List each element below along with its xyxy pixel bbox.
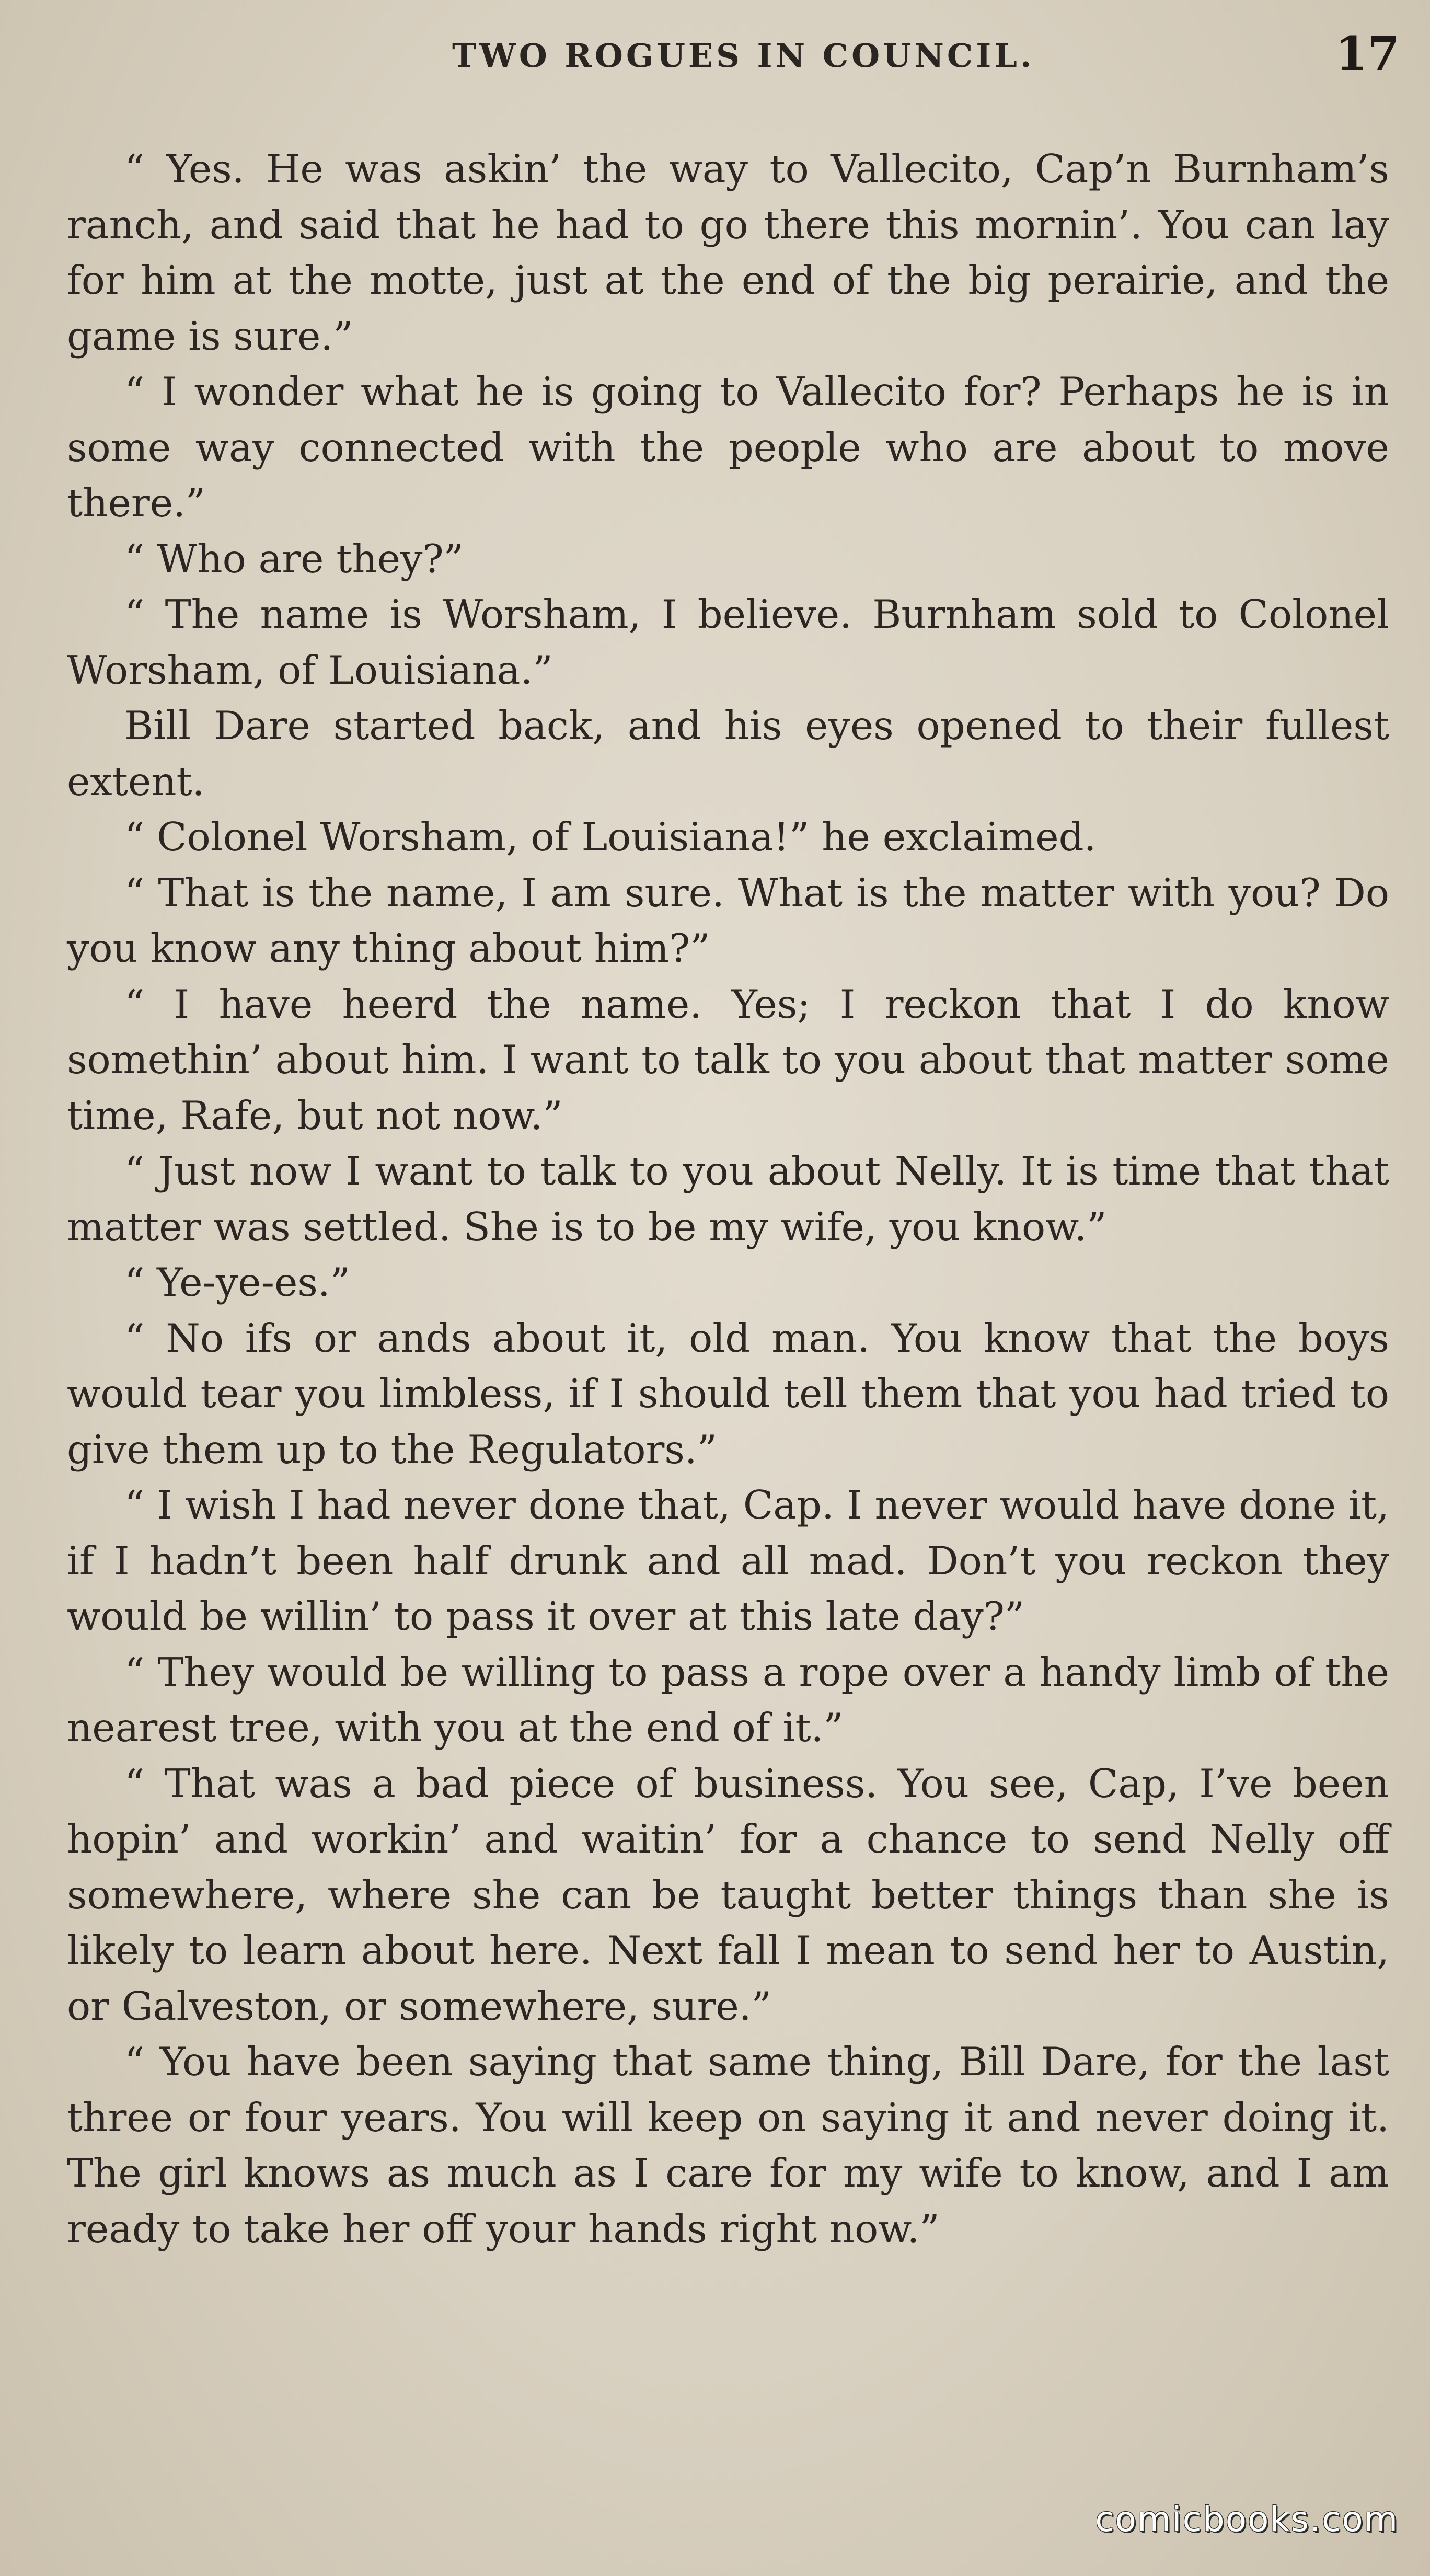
paragraph: “ I wonder what he is going to Vallecito for? Perhaps he is in some way connected with the people who are about to move there.” <box>67 369 1389 526</box>
paragraph: “ Yes. He was askin’ the way to Vallecito, Cap’n Burnham’s ranch, and said that he had to go there this mornin’. You can lay for him at the motte, just at the end of the big perairie, and the game is sure.” <box>67 146 1389 359</box>
page-number: 17 <box>1335 26 1400 80</box>
paragraph: “ I have heerd the name. Yes; I reckon that I do know somethin’ about him. I want to talk to you about that matter some time, Rafe, but not now.” <box>67 981 1389 1138</box>
body-text <box>67 141 1389 2257</box>
paragraph: “ No ifs or ands about it, old man. You know that the boys would tear you limbless, if I should tell them that you had tried to give them up to the Regulators.” <box>67 1315 1389 1473</box>
paragraph: “ I wish I had never done that, Cap. I never would have done it, if I hadn’t been half drunk and all mad. Don’t you reckon they would be willin’ to pass it over at this late day?” <box>67 1482 1389 1639</box>
paragraph: “ That was a bad piece of business. You see, Cap, I’ve been hopin’ and workin’ and waitin’ for a chance to send Nelly off somewhere, where she can be taught better things than she is likely to learn about here. Next fall I mean to send her to Austin, or Galveston, or somewhere, sure.” <box>67 1760 1389 2029</box>
paragraph: “ You have been saying that same thing, Bill Dare, for the last three or four years. You will keep on saying it and never doing it. The girl knows as much as I care for my wife to know, and I am ready to take her off your hands right now.” <box>67 2039 1389 2252</box>
paragraph: “ Ye-ye-es.” <box>124 1259 351 1305</box>
paragraph: “ Just now I want to talk to you about Nelly. It is time that that matter was settled. She is to be my wife, you know.” <box>67 1148 1389 1250</box>
paragraph: “ Colonel Worsham, of Louisiana!” he exclaimed. <box>124 814 1097 860</box>
paragraph: “ That is the name, I am sure. What is the matter with you? Do you know any thing about him?” <box>67 869 1389 971</box>
paragraph: “ The name is Worsham, I believe. Burnham sold to Colonel Worsham, of Louisiana.” <box>67 591 1389 693</box>
paragraph: “ They would be willing to pass a rope over a handy limb of the nearest tree, with you at the end of it.” <box>67 1649 1389 1751</box>
running-head: TWO ROGUES IN COUNCIL. <box>452 37 1035 75</box>
paragraph: “ Who are they?” <box>124 535 464 582</box>
paragraph: Bill Dare started back, and his eyes opened to their fullest extent. <box>67 703 1389 804</box>
watermark: comicbooks.com <box>1095 2499 1399 2539</box>
